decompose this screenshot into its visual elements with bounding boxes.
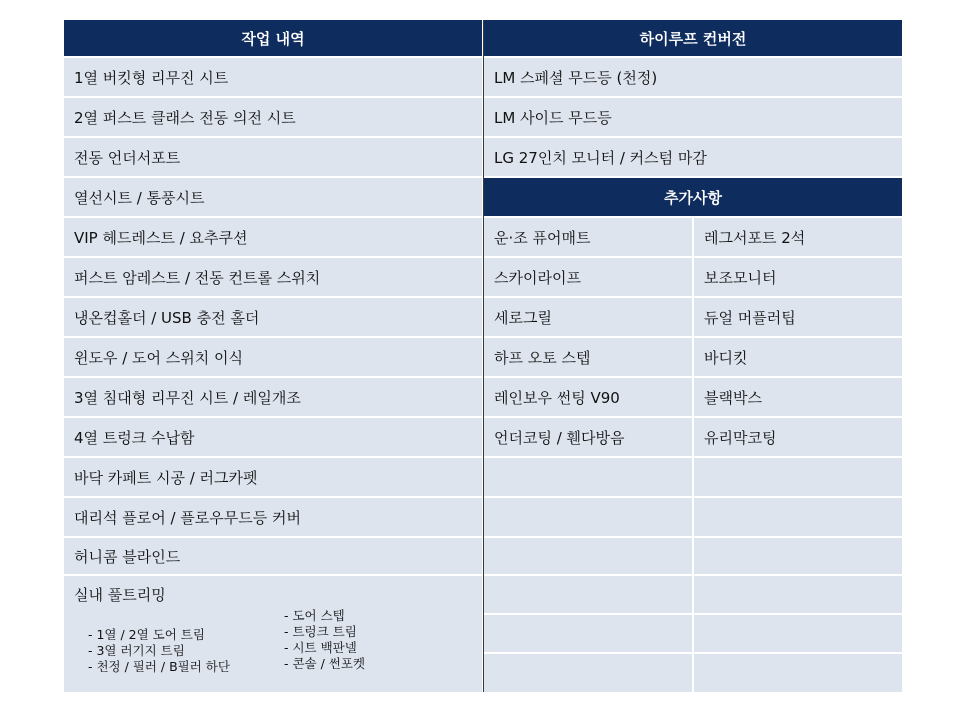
work-item: 2열 퍼스트 클래스 전동 의전 시트 — [64, 98, 482, 136]
trim-left-list — [88, 627, 230, 675]
work-item: 대리석 플로어 / 플로우무드등 커버 — [64, 498, 482, 536]
empty-cell — [694, 538, 902, 574]
additional-item: 유리막코팅 — [694, 418, 902, 456]
work-item: 전동 언더서포트 — [64, 138, 482, 176]
work-item: 퍼스트 암레스트 / 전동 컨트롤 스위치 — [64, 258, 482, 296]
header-additional: 추가사항 — [484, 178, 902, 216]
trim-item: - 3열 러기지 트림 — [88, 643, 185, 658]
hilouf-item: LM 사이드 무드등 — [484, 98, 902, 136]
trim-item: - 천정 / 필러 / B필러 하단 — [88, 659, 230, 674]
trim-item: - 시트 백판넬 — [284, 640, 357, 655]
empty-cell — [694, 458, 902, 496]
work-item: 열선시트 / 통풍시트 — [64, 178, 482, 216]
additional-item: 스카이라이프 — [484, 258, 692, 296]
additional-item: 세로그릴 — [484, 298, 692, 336]
additional-item: 레인보우 썬팅 V90 — [484, 378, 692, 416]
empty-cell — [694, 615, 902, 652]
work-item: VIP 헤드레스트 / 요추쿠션 — [64, 218, 482, 256]
empty-cell — [484, 576, 692, 613]
additional-item: 하프 오토 스텝 — [484, 338, 692, 376]
work-item: 바닥 카페트 시공 / 러그카펫 — [64, 458, 482, 496]
column-divider — [483, 20, 484, 692]
header-hilouf-conversion: 하이루프 컨버전 — [484, 20, 902, 56]
work-item: 1열 버킷형 리무진 시트 — [64, 58, 482, 96]
trim-item: - 콘솔 / 썬포켓 — [284, 656, 366, 671]
empty-cell — [484, 498, 692, 536]
work-table — [64, 20, 902, 692]
empty-cell — [694, 654, 902, 692]
additional-item: 블랙박스 — [694, 378, 902, 416]
work-item: 허니콤 블라인드 — [64, 538, 482, 574]
empty-cell — [484, 654, 692, 692]
trim-item: - 1열 / 2열 도어 트림 — [88, 627, 205, 642]
work-item: 냉온컵홀더 / USB 충전 홀더 — [64, 298, 482, 336]
work-item: 3열 침대형 리무진 시트 / 레일개조 — [64, 378, 482, 416]
trim-title: 실내 풀트리밍 — [74, 586, 166, 604]
hilouf-item: LM 스페셜 무드등 (천정) — [484, 58, 902, 96]
empty-cell — [484, 615, 692, 652]
trim-item: - 도어 스텝 — [284, 608, 345, 623]
additional-item: 레그서포트 2석 — [694, 218, 902, 256]
interior-trim-cell — [64, 576, 482, 692]
header-work-items: 작업 내역 — [64, 20, 482, 56]
work-item: 4열 트렁크 수납함 — [64, 418, 482, 456]
additional-item: 바디킷 — [694, 338, 902, 376]
additional-item: 보조모니터 — [694, 258, 902, 296]
trim-item: - 트렁크 트림 — [284, 624, 357, 639]
empty-cell — [694, 498, 902, 536]
trim-right-list — [284, 608, 365, 672]
empty-cell — [484, 458, 692, 496]
additional-item: 듀얼 머플러팁 — [694, 298, 902, 336]
empty-cell — [484, 538, 692, 574]
work-item: 윈도우 / 도어 스위치 이식 — [64, 338, 482, 376]
hilouf-item: LG 27인치 모니터 / 커스텀 마감 — [484, 138, 902, 176]
additional-item: 운·조 퓨어매트 — [484, 218, 692, 256]
additional-item: 언더코팅 / 휀다방음 — [484, 418, 692, 456]
empty-cell — [694, 576, 902, 613]
